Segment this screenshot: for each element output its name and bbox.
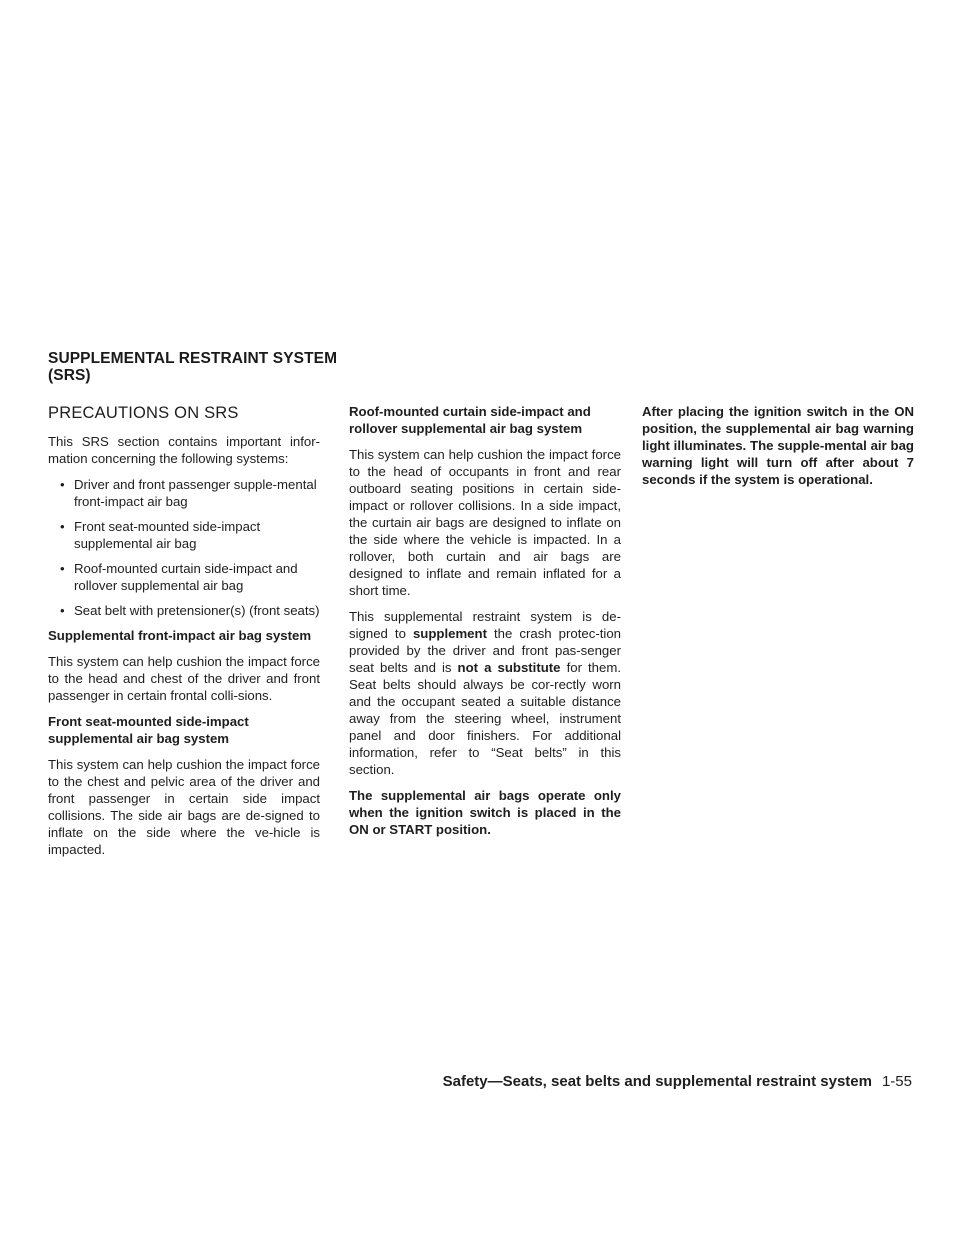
not-substitute-emphasis: not a substitute [457,660,561,675]
list-item [48,476,320,510]
bullet-dot: • [60,603,65,618]
supplement-text-2: the crash protec-tion provided by the driver and front pas-senger seat belts and is [349,626,621,675]
curtain-body: This system can help cushion the impact force to the head of occupants in front and rear outboard seating positions in certain side-impact or rollover collisions. In a side impact, the curtain air bags are designed to inflate on the side where the vehicle is impacted. In a rollover, both curtain and air bags are designed to inflate and remain inflated for a short time. [349,447,621,598]
list-item-text: Driver and front passenger supple-mental front-impact air bag [74,477,317,509]
precautions-heading: PRECAUTIONS ON SRS [48,404,239,422]
intro-paragraph: This SRS section contains important infor-mation concerning the following systems: [48,434,320,466]
list-item [48,560,320,594]
list-item-text: Seat belt with pretensioner(s) (front seats) [74,603,320,618]
section-title [48,350,348,384]
list-item [48,518,320,552]
bullet-dot: • [60,519,65,534]
chapter-title: Safety—Seats, seat belts and supplemental restraint system [442,1073,872,1090]
column-3 [642,403,914,497]
supplement-text-3: for them. Seat belts should always be cor-rectly worn and the occupant seated a suitable distance away from the steering wheel, instrument panel and door finishers. For additional information, refer to “Seat belts” in this section. [349,660,621,777]
curtain-subheading: Roof-mounted curtain side-impact and rollover supplemental air bag system [349,404,591,436]
supplement-text-1: This supplemental restraint system is de-signed to [349,609,621,641]
side-impact-body: This system can help cushion the impact force to the chest and pelvic area of the driver and front passenger in certain side impact collisions. The side air bags are de-signed to inflate on the side where the ve-hicle is impacted. [48,757,320,857]
list-item-text: Roof-mounted curtain side-impact and rollover supplemental air bag [74,561,298,593]
systems-list [48,476,320,619]
side-impact-subheading: Front seat-mounted side-impact supplemental air bag system [48,714,249,746]
ignition-warning: The supplemental air bags operate only when the ignition switch is placed in the ON or START position. [349,788,621,837]
page-number: 1-55 [881,1073,912,1090]
section-title-text: SUPPLEMENTAL RESTRAINT SYSTEM (SRS) [48,350,338,384]
supplement-paragraph [349,608,621,778]
bullet-dot: • [60,561,65,576]
front-impact-subheading: Supplemental front-impact air bag system [48,628,312,643]
list-item [48,602,320,619]
page-footer [443,1073,912,1091]
column-1 [48,403,320,867]
warning-light-note: After placing the ignition switch in the ON position, the supplemental air bag warning light illuminates. The supple-mental air bag warning light will turn off after about 7 seconds if the system is operational. [642,404,914,487]
bullet-dot: • [60,477,65,492]
front-impact-body: This system can help cushion the impact force to the head and chest of the driver and front passenger in certain frontal colli-sions. [48,654,320,703]
supplement-emphasis: supplement [412,626,487,641]
list-item-text: Front seat-mounted side-impact supplemental air bag [74,519,261,551]
column-2 [349,403,621,847]
